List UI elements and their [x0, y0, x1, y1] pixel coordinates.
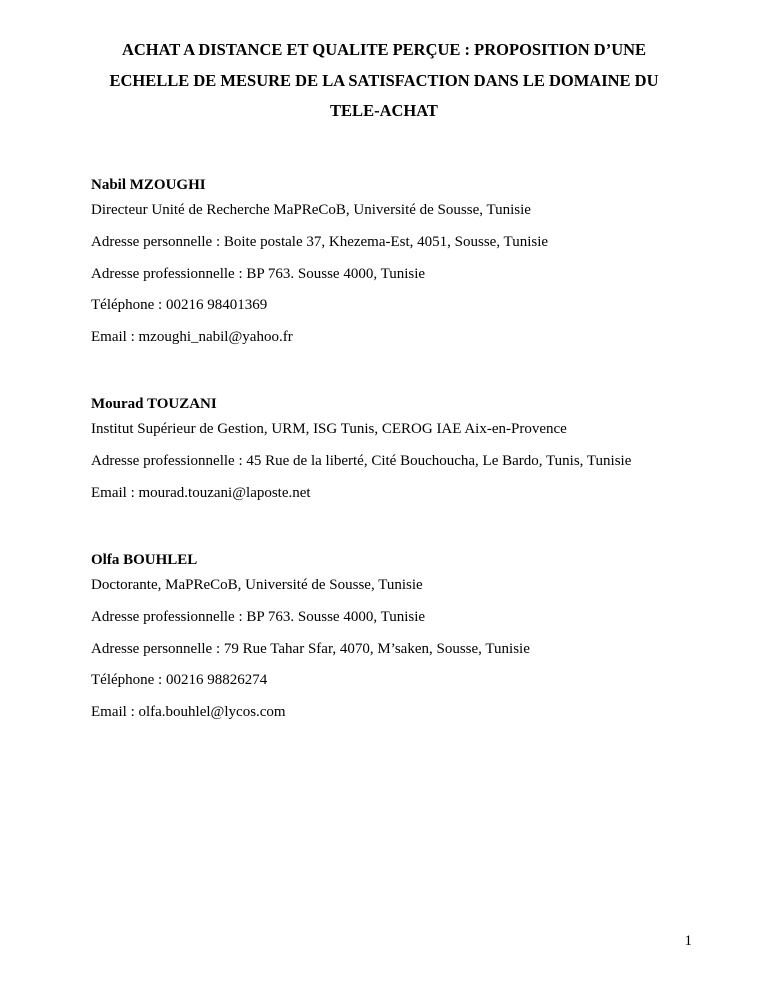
- document-title: [80, 35, 688, 127]
- author-professional-address: Adresse professionnelle : 45 Rue de la liberté, Cité Bouchoucha, Le Bardo, Tunis, Tunisie: [91, 452, 632, 469]
- author-phone: Téléphone : 00216 98826274: [91, 672, 268, 689]
- author-name: Mourad TOUZANI: [91, 396, 217, 412]
- title-line-2: ECHELLE DE MESURE DE LA SATISFACTION DANS LE DOMAINE DU: [109, 70, 659, 90]
- author-email: Email : mzoughi_nabil@yahoo.fr: [91, 329, 293, 346]
- author-email: Email : olfa.bouhlel@lycos.com: [91, 704, 286, 721]
- author-block-touzani: [91, 396, 731, 516]
- author-phone: Téléphone : 00216 98401369: [91, 297, 268, 314]
- title-line-1: ACHAT A DISTANCE ET QUALITE PERÇUE : PROPOSITION D’UNE: [121, 40, 647, 59]
- author-block-bouhlel: [91, 552, 731, 736]
- title-line-3: TELE-ACHAT: [330, 101, 438, 120]
- author-name: Olfa BOUHLEL: [91, 552, 198, 568]
- author-affiliation: Directeur Unité de Recherche MaPReCoB, Université de Sousse, Tunisie: [91, 202, 531, 218]
- page-number: 1: [684, 933, 692, 949]
- author-name: Nabil MZOUGHI: [91, 177, 206, 193]
- author-professional-address: Adresse professionnelle : BP 763. Sousse 4000, Tunisie: [91, 608, 426, 625]
- author-personal-address: Adresse personnelle : 79 Rue Tahar Sfar, 4070, M’saken, Sousse, Tunisie: [91, 640, 530, 657]
- author-email: Email : mourad.touzani@laposte.net: [91, 484, 311, 501]
- author-affiliation: Institut Supérieur de Gestion, URM, ISG Tunis, CEROG IAE Aix-en-Provence: [91, 421, 567, 437]
- author-block-mzoughi: [91, 177, 731, 361]
- author-personal-address: Adresse personnelle : Boite postale 37, Khezema-Est, 4051, Sousse, Tunisie: [91, 233, 549, 250]
- author-professional-address: Adresse professionnelle : BP 763. Sousse 4000, Tunisie: [91, 265, 426, 282]
- author-affiliation: Doctorante, MaPReCoB, Université de Sousse, Tunisie: [91, 577, 423, 593]
